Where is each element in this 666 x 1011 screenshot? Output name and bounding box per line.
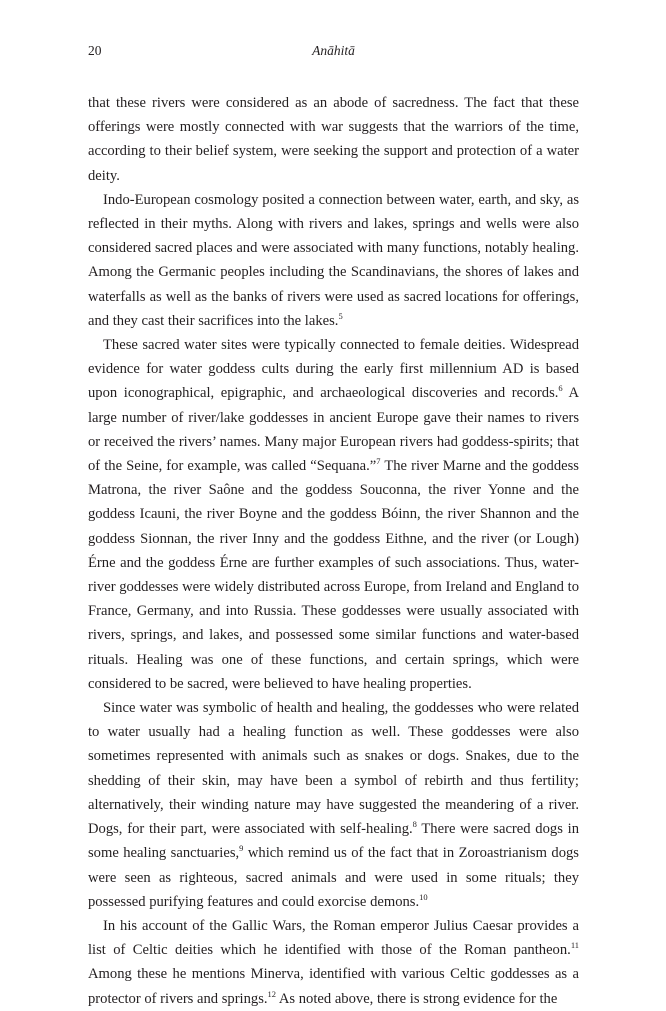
paragraph-text: A large number of river/lake goddesses in ancient Europe gave their names to rivers or received the rivers’ names. Many major European rivers had goddess-spirits; that of the Seine, for example, was called “Sequana.” — [88, 385, 579, 475]
paragraph-text: These sacred water sites were typically connected to female deities. Widespread evidence for water goddess cults during the early first millennium AD is based upon iconographical, epigraphic, and archaeological discoveries and records. — [88, 337, 579, 402]
paragraph-text: Indo-European cosmology posited a connection between water, earth, and sky, as reflected in their myths. Along with rivers and lakes, springs and wells were also considered sacred places and were associated with many functions, notably healing. Among the Germanic peoples including the Scandinavians, the shores of lakes and waterfalls as well as the banks of rivers were used as sacred locations for offerings, and they cast their sacrifices into the lakes. — [88, 191, 579, 329]
footnote-marker[interactable]: 12 — [267, 988, 277, 999]
running-title: Anāhitā — [312, 43, 355, 58]
paragraph-text: The river Marne and the goddess Matrona, the river Saône and the goddess Souconna, the river Yonne and the goddess Icauni, the river Boyne and the goddess Bóinn, the river Shannon and the goddess Sionnan, the river Inny and the goddess Eithne, and the river (or Lough) Érne and the goddess Érne are further examples of such associations. Thus, water-river goddesses were widely distributed across Europe, from Ireland and England to France, Germany, and into Russia. These goddesses were usually associated with rivers, springs, and lakes, and possessed some similar functions and water-based rituals. Healing was one of these functions, and certain springs, which were considered to be sacred, were believed to have healing properties. — [88, 458, 579, 692]
paragraph — [88, 696, 579, 914]
footnote-marker[interactable]: 6 — [558, 383, 563, 394]
paragraph-text: There were sacred dogs in some healing sanctuaries, — [88, 821, 579, 862]
paragraph — [88, 91, 579, 188]
paragraph-text: Since water was symbolic of health and healing, the goddesses who were related to water usually had a healing function as well. These goddesses were also sometimes represented with animals such as snakes or dogs. Snakes, due to the shedding of their skin, may have been a symbol of rebirth and thus fertility; alternatively, their winding nature may have suggested the meandering of a river. Dogs, for their part, were associated with self-healing. — [88, 700, 579, 838]
footnote-marker[interactable]: 11 — [570, 940, 579, 951]
footnote-marker[interactable]: 7 — [376, 456, 381, 467]
footnote-marker[interactable]: 8 — [412, 819, 417, 830]
paragraph — [88, 188, 579, 333]
paragraph-text: In his account of the Gallic Wars, the Roman emperor Julius Caesar provides a list of Celtic deities which he identified with those of the Roman pantheon. — [88, 917, 579, 959]
paragraph — [88, 333, 579, 696]
footnote-marker[interactable]: 5 — [338, 310, 343, 321]
paragraph — [88, 914, 579, 1011]
paragraph-text: Among these he mentions Minerva, identified with various Celtic goddesses as a protector of rivers and springs. — [88, 966, 579, 1007]
footnote-marker[interactable]: 10 — [419, 891, 428, 902]
page-number: 20 — [88, 43, 102, 58]
body-text — [88, 91, 579, 1011]
paragraph-text: that these rivers were considered as an abode of sacredness. The fact that these offerings were mostly connected with war suggests that the warriors of the time, according to their belief system, were seeking the support and protection of a water deity. — [88, 95, 579, 184]
paragraph-text: As noted above, there is strong evidence for the — [276, 990, 558, 1007]
page-header — [88, 41, 579, 61]
paragraph-text: which remind us of the fact that in Zoroastrianism dogs were seen as righteous, sacred animals and were used in some rituals; they possessed purifying features and could exorcise demons. — [88, 845, 579, 910]
footnote-marker[interactable]: 9 — [239, 843, 244, 854]
